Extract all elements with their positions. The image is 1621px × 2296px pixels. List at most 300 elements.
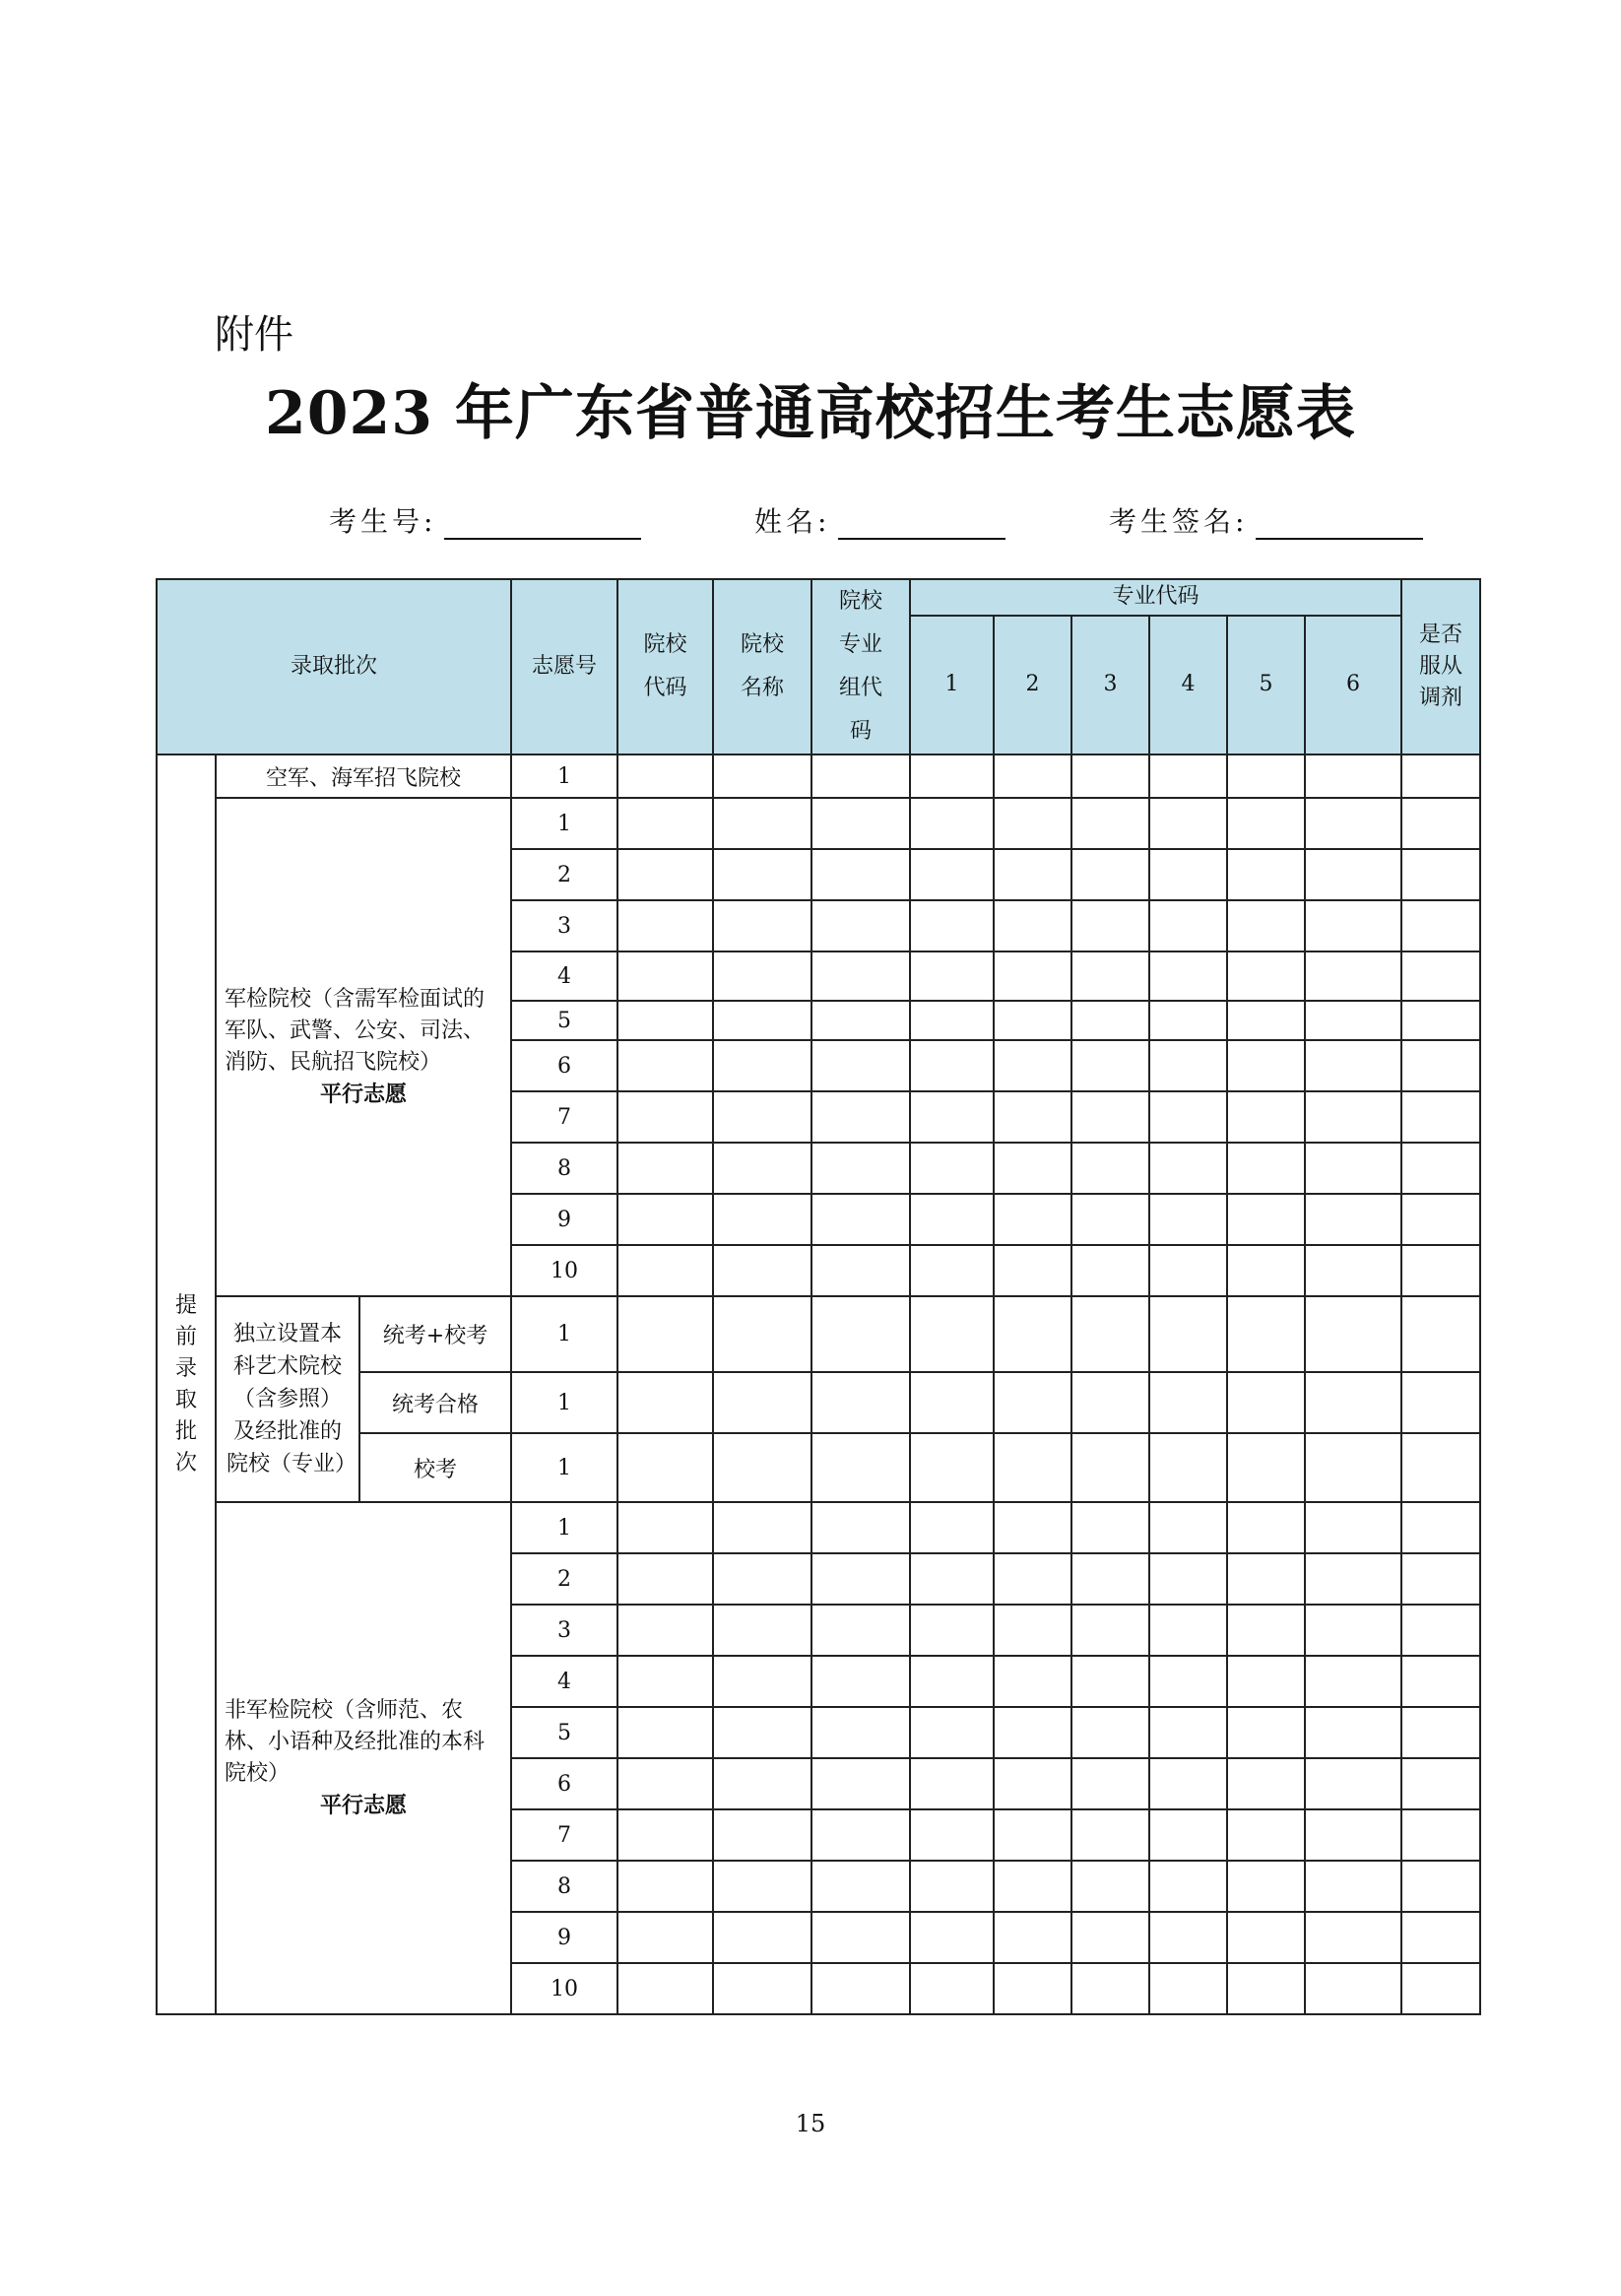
input-cell[interactable] (1305, 1433, 1401, 1502)
input-cell[interactable] (1401, 1372, 1480, 1433)
input-cell[interactable] (811, 1433, 910, 1502)
input-cell[interactable] (1227, 1963, 1305, 2014)
input-cell[interactable] (1071, 1912, 1149, 1963)
input-cell[interactable] (1227, 1296, 1305, 1372)
input-cell[interactable] (1305, 900, 1401, 951)
input-cell[interactable] (994, 1194, 1071, 1245)
input-cell[interactable] (713, 1758, 811, 1809)
input-cell[interactable] (811, 1861, 910, 1912)
input-cell[interactable] (1071, 1502, 1149, 1553)
input-cell[interactable] (617, 798, 713, 849)
input-cell[interactable] (1401, 1707, 1480, 1758)
input-cell[interactable] (811, 1296, 910, 1372)
header-major-codes: 专业代码 (910, 579, 1401, 616)
input-cell[interactable] (994, 1502, 1071, 1553)
input-cell[interactable] (1305, 1809, 1401, 1861)
input-cell[interactable] (994, 1143, 1071, 1194)
input-cell[interactable] (994, 1656, 1071, 1707)
input-cell[interactable] (1149, 1143, 1227, 1194)
input-cell[interactable] (1149, 900, 1227, 951)
input-cell[interactable] (811, 1605, 910, 1656)
input-cell[interactable] (1227, 1001, 1305, 1040)
input-cell[interactable] (617, 1245, 713, 1296)
input-cell[interactable] (1227, 1707, 1305, 1758)
wish-number: 5 (511, 1001, 617, 1040)
input-cell[interactable] (811, 1372, 910, 1433)
input-cell[interactable] (994, 754, 1071, 798)
input-cell[interactable] (1401, 1656, 1480, 1707)
input-cell[interactable] (713, 1245, 811, 1296)
wish-number: 3 (511, 900, 617, 951)
input-cell[interactable] (1401, 900, 1480, 951)
input-cell[interactable] (994, 1809, 1071, 1861)
input-cell[interactable] (1149, 1912, 1227, 1963)
input-cell[interactable] (811, 1707, 910, 1758)
input-cell[interactable] (713, 798, 811, 849)
art-sub-label: 统考合格 (359, 1372, 511, 1433)
input-cell[interactable] (1227, 1091, 1305, 1143)
input-cell[interactable] (910, 1758, 994, 1809)
input-cell[interactable] (1227, 1912, 1305, 1963)
input-cell[interactable] (994, 900, 1071, 951)
header-major-1: 1 (910, 616, 994, 754)
wish-number: 2 (511, 1553, 617, 1605)
input-cell[interactable] (811, 1553, 910, 1605)
input-cell[interactable] (811, 900, 910, 951)
input-cell[interactable] (1401, 1912, 1480, 1963)
table-row (157, 1296, 1480, 1372)
input-cell[interactable] (1071, 1553, 1149, 1605)
table-row (157, 754, 1480, 798)
input-cell[interactable] (994, 1553, 1071, 1605)
candidate-info-fields (0, 500, 1621, 550)
input-cell[interactable] (910, 1433, 994, 1502)
header-major-6: 6 (1305, 616, 1401, 754)
wish-number: 7 (511, 1809, 617, 1861)
wish-number: 6 (511, 1040, 617, 1091)
candidate-no-input-line[interactable] (444, 506, 641, 540)
input-cell[interactable] (1071, 849, 1149, 900)
input-cell[interactable] (1305, 1502, 1401, 1553)
input-cell[interactable] (1149, 798, 1227, 849)
input-cell[interactable] (1401, 1001, 1480, 1040)
input-cell[interactable] (1305, 1605, 1401, 1656)
input-cell[interactable] (617, 1040, 713, 1091)
input-cell[interactable] (1071, 1809, 1149, 1861)
input-cell[interactable] (1227, 1502, 1305, 1553)
input-cell[interactable] (1227, 1809, 1305, 1861)
signature-field[interactable] (1109, 500, 1423, 540)
input-cell[interactable] (1149, 1001, 1227, 1040)
input-cell[interactable] (1071, 1656, 1149, 1707)
input-cell[interactable] (713, 1433, 811, 1502)
input-cell[interactable] (1305, 1040, 1401, 1091)
input-cell[interactable] (1071, 1707, 1149, 1758)
input-cell[interactable] (1149, 1040, 1227, 1091)
input-cell[interactable] (811, 754, 910, 798)
input-cell[interactable] (910, 1296, 994, 1372)
input-cell[interactable] (1305, 1707, 1401, 1758)
input-cell[interactable] (1071, 951, 1149, 1001)
input-cell[interactable] (617, 1912, 713, 1963)
input-cell[interactable] (910, 1245, 994, 1296)
input-cell[interactable] (1071, 900, 1149, 951)
input-cell[interactable] (811, 1912, 910, 1963)
input-cell[interactable] (617, 1707, 713, 1758)
input-cell[interactable] (617, 1194, 713, 1245)
wish-number: 10 (511, 1245, 617, 1296)
input-cell[interactable] (910, 1040, 994, 1091)
input-cell[interactable] (617, 1758, 713, 1809)
input-cell[interactable] (811, 1194, 910, 1245)
input-cell[interactable] (1305, 1963, 1401, 2014)
input-cell[interactable] (617, 1963, 713, 2014)
input-cell[interactable] (713, 1040, 811, 1091)
wish-number: 3 (511, 1605, 617, 1656)
input-cell[interactable] (910, 951, 994, 1001)
section-non-military-label: 非军检院校（含师范、农林、小语种及经批准的本科院校） 平行志愿 (216, 1502, 511, 2014)
art-sub-label: 校考 (359, 1433, 511, 1502)
input-cell[interactable] (910, 1809, 994, 1861)
input-cell[interactable] (1401, 1091, 1480, 1143)
input-cell[interactable] (1227, 798, 1305, 849)
input-cell[interactable] (713, 1502, 811, 1553)
input-cell[interactable] (811, 1963, 910, 2014)
header-major-2: 2 (994, 616, 1071, 754)
input-cell[interactable] (1305, 1861, 1401, 1912)
input-cell[interactable] (1305, 849, 1401, 900)
input-cell[interactable] (713, 754, 811, 798)
input-cell[interactable] (617, 1605, 713, 1656)
input-cell[interactable] (1305, 1656, 1401, 1707)
input-cell[interactable] (910, 1963, 994, 2014)
input-cell[interactable] (910, 1194, 994, 1245)
input-cell[interactable] (811, 951, 910, 1001)
input-cell[interactable] (1149, 1296, 1227, 1372)
input-cell[interactable] (713, 1001, 811, 1040)
input-cell[interactable] (910, 1912, 994, 1963)
input-cell[interactable] (617, 1502, 713, 1553)
input-cell[interactable] (617, 900, 713, 951)
input-cell[interactable] (713, 1656, 811, 1707)
input-cell[interactable] (910, 1553, 994, 1605)
candidate-no-label: 考生号: (329, 505, 437, 538)
input-cell[interactable] (1149, 1194, 1227, 1245)
input-cell[interactable] (617, 1433, 713, 1502)
input-cell[interactable] (1071, 1296, 1149, 1372)
input-cell[interactable] (1071, 1372, 1149, 1433)
input-cell[interactable] (910, 1372, 994, 1433)
input-cell[interactable] (1305, 1194, 1401, 1245)
input-cell[interactable] (617, 1656, 713, 1707)
input-cell[interactable] (1227, 1605, 1305, 1656)
input-cell[interactable] (617, 754, 713, 798)
input-cell[interactable] (713, 1372, 811, 1433)
input-cell[interactable] (1401, 1502, 1480, 1553)
input-cell[interactable] (713, 951, 811, 1001)
input-cell[interactable] (1227, 900, 1305, 951)
input-cell[interactable] (1227, 1372, 1305, 1433)
input-cell[interactable] (1401, 754, 1480, 798)
input-cell[interactable] (994, 1605, 1071, 1656)
candidate-no-field[interactable] (329, 500, 641, 540)
input-cell[interactable] (1071, 1001, 1149, 1040)
input-cell[interactable] (1401, 1809, 1480, 1861)
input-cell[interactable] (1149, 1372, 1227, 1433)
input-cell[interactable] (910, 1861, 994, 1912)
art-sub-label: 统考+校考 (359, 1296, 511, 1372)
input-cell[interactable] (994, 1245, 1071, 1296)
input-cell[interactable] (713, 1553, 811, 1605)
input-cell[interactable] (1227, 754, 1305, 798)
input-cell[interactable] (811, 1656, 910, 1707)
wish-number: 10 (511, 1963, 617, 2014)
name-field[interactable] (754, 500, 1005, 540)
batch-label: 提前录取批次 (157, 754, 216, 2014)
input-cell[interactable] (713, 1912, 811, 1963)
input-cell[interactable] (1401, 1553, 1480, 1605)
header-group-code: 院校专业组代码 (811, 579, 910, 754)
application-form-table (156, 578, 1481, 2015)
input-cell[interactable] (1149, 1758, 1227, 1809)
input-cell[interactable] (1149, 1245, 1227, 1296)
input-cell[interactable] (617, 1091, 713, 1143)
wish-number: 1 (511, 754, 617, 798)
form-body (157, 754, 1480, 2014)
section-military-label: 军检院校（含需军检面试的军队、武警、公安、司法、消防、民航招飞院校） 平行志愿 (216, 798, 511, 1296)
input-cell[interactable] (1149, 1553, 1227, 1605)
input-cell[interactable] (1071, 1091, 1149, 1143)
input-cell[interactable] (713, 1861, 811, 1912)
signature-input-line[interactable] (1256, 506, 1423, 540)
input-cell[interactable] (617, 1001, 713, 1040)
input-cell[interactable] (994, 798, 1071, 849)
input-cell[interactable] (713, 900, 811, 951)
input-cell[interactable] (1401, 951, 1480, 1001)
input-cell[interactable] (713, 1605, 811, 1656)
attachment-label: 附件 (215, 312, 293, 358)
input-cell[interactable] (1227, 1143, 1305, 1194)
input-cell[interactable] (1305, 951, 1401, 1001)
input-cell[interactable] (1305, 1001, 1401, 1040)
input-cell[interactable] (713, 849, 811, 900)
wish-number: 1 (511, 1502, 617, 1553)
input-cell[interactable] (910, 1001, 994, 1040)
input-cell[interactable] (1149, 1091, 1227, 1143)
input-cell[interactable] (811, 1809, 910, 1861)
table-row (157, 798, 1480, 849)
input-cell[interactable] (1227, 1433, 1305, 1502)
input-cell[interactable] (994, 1040, 1071, 1091)
input-cell[interactable] (1401, 1040, 1480, 1091)
input-cell[interactable] (713, 1194, 811, 1245)
input-cell[interactable] (1401, 849, 1480, 900)
input-cell[interactable] (910, 798, 994, 849)
page-title: 2023 年广东省普通高校招生考生志愿表 (265, 379, 1356, 448)
input-cell[interactable] (1071, 754, 1149, 798)
input-cell[interactable] (910, 754, 994, 798)
input-cell[interactable] (910, 900, 994, 951)
input-cell[interactable] (617, 1296, 713, 1372)
input-cell[interactable] (1227, 1245, 1305, 1296)
header-major-4: 4 (1149, 616, 1227, 754)
input-cell[interactable] (713, 1809, 811, 1861)
input-cell[interactable] (811, 1245, 910, 1296)
input-cell[interactable] (1401, 1194, 1480, 1245)
input-cell[interactable] (1401, 1296, 1480, 1372)
input-cell[interactable] (994, 1861, 1071, 1912)
input-cell[interactable] (811, 798, 910, 849)
input-cell[interactable] (713, 1707, 811, 1758)
input-cell[interactable] (1149, 1433, 1227, 1502)
header-batch: 录取批次 (157, 579, 511, 754)
input-cell[interactable] (617, 1809, 713, 1861)
input-cell[interactable] (1305, 1143, 1401, 1194)
input-cell[interactable] (1071, 1605, 1149, 1656)
input-cell[interactable] (811, 1758, 910, 1809)
input-cell[interactable] (910, 1143, 994, 1194)
input-cell[interactable] (617, 1143, 713, 1194)
input-cell[interactable] (910, 1605, 994, 1656)
input-cell[interactable] (713, 1091, 811, 1143)
input-cell[interactable] (1401, 1433, 1480, 1502)
input-cell[interactable] (1305, 1372, 1401, 1433)
header-school-code: 院校代码 (617, 579, 713, 754)
input-cell[interactable] (1149, 951, 1227, 1001)
section-art-label: 独立设置本科艺术院校（含参照）及经批准的院校（专业） (216, 1296, 359, 1502)
wish-number: 6 (511, 1758, 617, 1809)
input-cell[interactable] (1227, 1553, 1305, 1605)
input-cell[interactable] (1401, 1605, 1480, 1656)
input-cell[interactable] (713, 1296, 811, 1372)
wish-number: 9 (511, 1194, 617, 1245)
input-cell[interactable] (1305, 754, 1401, 798)
input-cell[interactable] (811, 1091, 910, 1143)
header-adjust: 是否服从调剂 (1401, 579, 1480, 754)
input-cell[interactable] (1149, 849, 1227, 900)
input-cell[interactable] (1305, 1912, 1401, 1963)
input-cell[interactable] (1305, 1553, 1401, 1605)
input-cell[interactable] (1071, 1861, 1149, 1912)
input-cell[interactable] (1401, 1963, 1480, 2014)
input-cell[interactable] (1149, 1605, 1227, 1656)
wish-number: 4 (511, 951, 617, 1001)
input-cell[interactable] (994, 1001, 1071, 1040)
wish-number: 7 (511, 1091, 617, 1143)
input-cell[interactable] (1071, 1963, 1149, 2014)
section-air-navy-label: 空军、海军招飞院校 (216, 754, 511, 798)
input-cell[interactable] (1305, 1758, 1401, 1809)
input-cell[interactable] (994, 849, 1071, 900)
input-cell[interactable] (1149, 1861, 1227, 1912)
input-cell[interactable] (994, 1296, 1071, 1372)
input-cell[interactable] (811, 1502, 910, 1553)
input-cell[interactable] (617, 1861, 713, 1912)
input-cell[interactable] (994, 1963, 1071, 2014)
input-cell[interactable] (994, 951, 1071, 1001)
input-cell[interactable] (1071, 798, 1149, 849)
input-cell[interactable] (1227, 1040, 1305, 1091)
input-cell[interactable] (1227, 1656, 1305, 1707)
input-cell[interactable] (994, 1433, 1071, 1502)
input-cell[interactable] (617, 1372, 713, 1433)
input-cell[interactable] (1305, 1296, 1401, 1372)
input-cell[interactable] (1227, 1194, 1305, 1245)
section-military-mode: 平行志愿 (320, 1082, 408, 1107)
input-cell[interactable] (811, 1001, 910, 1040)
input-cell[interactable] (1227, 849, 1305, 900)
input-cell[interactable] (811, 1040, 910, 1091)
input-cell[interactable] (910, 849, 994, 900)
input-cell[interactable] (713, 1963, 811, 2014)
input-cell[interactable] (1149, 1963, 1227, 2014)
wish-number: 1 (511, 798, 617, 849)
input-cell[interactable] (994, 1091, 1071, 1143)
input-cell[interactable] (994, 1758, 1071, 1809)
input-cell[interactable] (1305, 1091, 1401, 1143)
wish-number: 5 (511, 1707, 617, 1758)
header-major-5: 5 (1227, 616, 1305, 754)
input-cell[interactable] (1149, 1809, 1227, 1861)
wish-number: 8 (511, 1861, 617, 1912)
input-cell[interactable] (1149, 754, 1227, 798)
input-cell[interactable] (1401, 1861, 1480, 1912)
input-cell[interactable] (713, 1143, 811, 1194)
table-row (157, 1502, 1480, 1553)
input-cell[interactable] (910, 1656, 994, 1707)
input-cell[interactable] (617, 1553, 713, 1605)
name-label: 姓名: (754, 505, 831, 538)
input-cell[interactable] (1401, 1758, 1480, 1809)
input-cell[interactable] (617, 849, 713, 900)
signature-label: 考生签名: (1109, 505, 1249, 538)
name-input-line[interactable] (838, 506, 1005, 540)
wish-number: 8 (511, 1143, 617, 1194)
input-cell[interactable] (994, 1707, 1071, 1758)
input-cell[interactable] (1305, 1245, 1401, 1296)
input-cell[interactable] (617, 951, 713, 1001)
input-cell[interactable] (910, 1502, 994, 1553)
input-cell[interactable] (811, 849, 910, 900)
page-number: 15 (795, 2110, 826, 2137)
input-cell[interactable] (1149, 1502, 1227, 1553)
input-cell[interactable] (1227, 951, 1305, 1001)
section-non-military-mode: 平行志愿 (320, 1793, 408, 1818)
input-cell[interactable] (1227, 1861, 1305, 1912)
input-cell[interactable] (1071, 1245, 1149, 1296)
input-cell[interactable] (1305, 798, 1401, 849)
input-cell[interactable] (1071, 1040, 1149, 1091)
wish-number: 1 (511, 1296, 617, 1372)
input-cell[interactable] (994, 1372, 1071, 1433)
input-cell[interactable] (1149, 1707, 1227, 1758)
input-cell[interactable] (1071, 1194, 1149, 1245)
input-cell[interactable] (994, 1912, 1071, 1963)
input-cell[interactable] (1071, 1143, 1149, 1194)
input-cell[interactable] (1401, 1143, 1480, 1194)
input-cell[interactable] (910, 1707, 994, 1758)
input-cell[interactable] (1401, 1245, 1480, 1296)
input-cell[interactable] (1071, 1758, 1149, 1809)
input-cell[interactable] (811, 1143, 910, 1194)
input-cell[interactable] (1149, 1656, 1227, 1707)
input-cell[interactable] (1071, 1433, 1149, 1502)
header-major-3: 3 (1071, 616, 1149, 754)
wish-number: 2 (511, 849, 617, 900)
input-cell[interactable] (910, 1091, 994, 1143)
input-cell[interactable] (1227, 1758, 1305, 1809)
input-cell[interactable] (1401, 798, 1480, 849)
